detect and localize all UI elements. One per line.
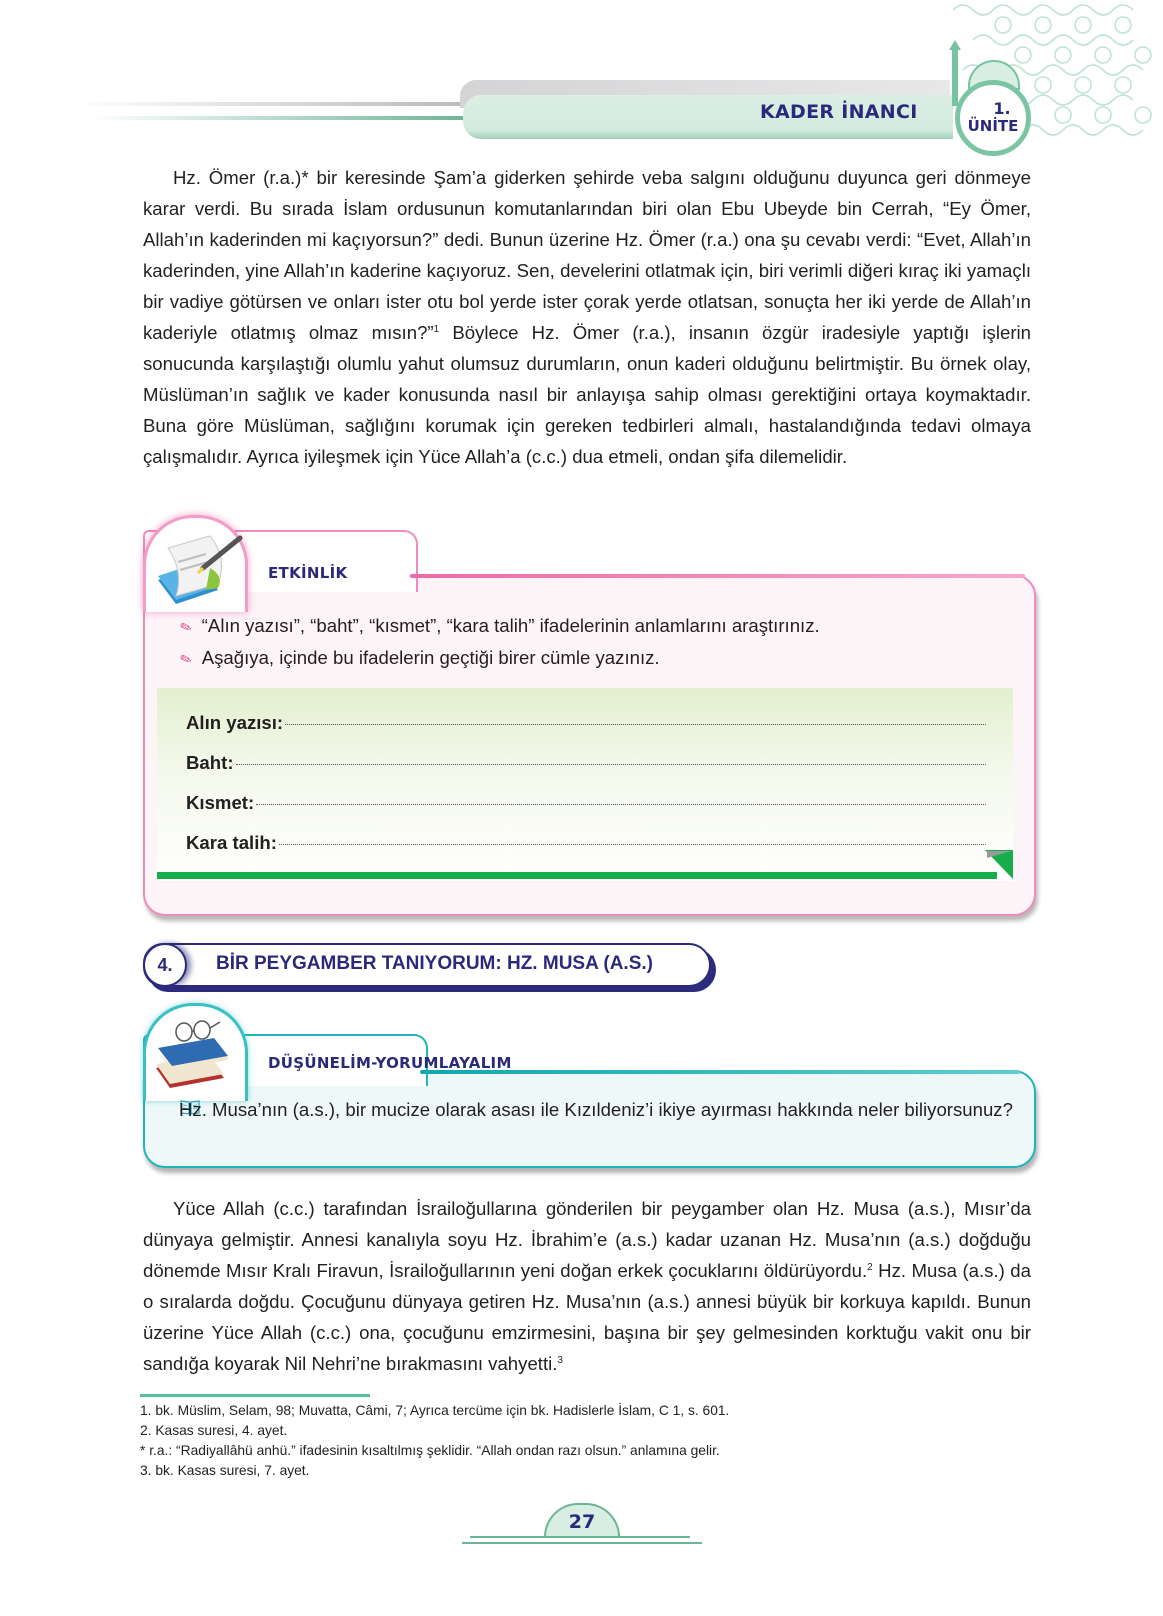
paragraph-text: Yüce Allah (c.c.) tarafından İsrailoğullarına gönderilen bir peygamber olan Hz. Musa (a.s.), Mısır’da dünyaya gelmiştir. Annesi kanalıyla soyu Hz. İbrahim’e (a.s.) kadar uzanan Hz. Musa’nın (a.s.) doğduğu dönemde Mısır Kralı Firavun, İsrailoğullarının yeni doğan erkek çocuklarını öldürüyordu. (143, 1198, 1031, 1281)
header-decor-line (90, 116, 470, 120)
field-label: Kara talih: (186, 832, 277, 853)
dusunelim-title: DÜŞÜNELİM-YORUMLAYALIM (268, 1054, 512, 1072)
etkinlik-tab-line (410, 574, 1025, 578)
footer-line (470, 1536, 690, 1538)
dusunelim-question: Hz. Musa’nın (a.s.), bir mucize olarak asası ile Kızıldeniz’i ikiye ayırması hakkında neler biliyorsunuz? (179, 1099, 1013, 1120)
unit-number: 1. (993, 99, 1011, 118)
footnote-item: 1. bk. Müslim, Selam, 98; Muvatta, Câmi, 7; Ayrıca tercüme için bk. Hadislerle İslam, C 1, s. 601. (140, 1403, 730, 1418)
pencil-bullet-icon: ✎ (177, 649, 195, 669)
footnote-item: 2. Kasas suresi, 4. ayet. (140, 1423, 288, 1438)
footnote-divider (140, 1394, 370, 1397)
section-title: BİR PEYGAMBER TANIYORUM: HZ. MUSA (A.S.) (216, 953, 653, 974)
dotted-answer-line[interactable] (279, 844, 986, 845)
etkinlik-title: ETKİNLİK (268, 564, 348, 582)
field-label: Baht: (186, 752, 234, 773)
intro-paragraph (143, 162, 1031, 472)
pencil-bullet-icon: ✎ (177, 617, 195, 637)
footnote-item: * r.a.: “Radiyallâhü anhü.” ifadesinin kısaltılmış şeklidir. “Allah ondan razı olsun.” anlamına gelir. (140, 1443, 720, 1458)
green-bottom-bar (157, 872, 997, 879)
etkinlik-icon-frame (143, 515, 248, 612)
field-label: Kısmet: (186, 792, 255, 813)
paragraph-text: Hz. Ömer (r.a.)* bir keresinde Şam’a giderken şehirde veba salgını olduğunu duyunca geri dönmeye karar verdi. Bu sırada İslam ordusunun komutanlarından biri olan Ebu Ubeyde bin Cerrah, “Ey Ömer, Allah’ın kaderinden mi kaçıyorsun?” dedi. Bunun üzerine Hz. Ömer (r.a.) ona şu cevabı verdi: “Evet, Allah’ın kaderinden, yine Allah’ın kaderine kaçıyoruz. Sen, develerini otlatmak için, biri verimli diğeri kıraç iki yamaçlı bir vadiye götürsen ve onları ister otu bol yerde ister çorak yerde otlatsan, sonuçta her iki yerde de Allah’ın kaderiyle otlatmış olmaz mısın?” (143, 167, 1031, 343)
bullet-text: “Alın yazısı”, “baht”, “kısmet”, “kara talih” ifadelerinin anlamlarını araştırınız. (201, 615, 820, 636)
minaret-icon (952, 44, 958, 106)
dotted-answer-line[interactable] (256, 804, 986, 805)
stacked-books-glasses-icon (148, 1018, 248, 1098)
musa-paragraph (143, 1193, 1031, 1379)
unit-title: KADER İNANCI (760, 101, 918, 123)
paragraph-text: Hz. Musa (a.s.) da o sıralarda doğdu. Çocuğunu dünyaya getiren Hz. Musa’nın (a.s.) annesi büyük bir korkuya kapıldı. Bunun üzerine Yüce Allah (c.c.) ona, çocuğunu emzirmesini, başına bir şey gelmesinden korktuğu vakit onu bir sandığa koyarak Nil Nehri’ne bırakmasını vahyetti. (143, 1260, 1031, 1374)
field-label: Alın yazısı: (186, 712, 284, 733)
dotted-answer-line[interactable] (285, 724, 986, 725)
footnote-item: 3. bk. Kasas suresi, 7. ayet. (140, 1463, 310, 1478)
footer-line (462, 1542, 702, 1544)
dusunelim-icon-frame (143, 1003, 248, 1101)
bullet-text: Aşağıya, içinde bu ifadelerin geçtiği birer cümle yazınız. (201, 647, 660, 668)
book-and-pen-icon (148, 528, 248, 608)
footnote-ref[interactable]: 1 (433, 323, 440, 335)
footnote-ref[interactable]: 2 (867, 1261, 873, 1273)
header-decor-line (75, 102, 465, 106)
corner-fold-shadow (987, 851, 1011, 858)
dotted-answer-line[interactable] (236, 764, 986, 765)
page-number: 27 (568, 1511, 596, 1533)
fill-in-row-baht[interactable] (186, 752, 986, 774)
unit-badge (955, 80, 1031, 156)
etkinlik-bullet (177, 646, 660, 671)
fill-in-row-kara-talih[interactable] (186, 832, 986, 854)
fill-in-row-kismet[interactable] (186, 792, 986, 814)
footnotes (140, 1401, 729, 1481)
etkinlik-bullet (177, 614, 820, 639)
paragraph-text: Böylece Hz. Ömer (r.a.), insanın özgür iradesiyle yaptığı işlerin sonucunda karşılaştığı olumlu yahut olumsuz durumların, onun kaderi olduğunu belirtmiştir. Bu örnek olay, Müslüman’ın sağlık ve kader konusunda nasıl bir anlayışa sahip olması gerektiğini ortaya koymaktadır. Buna göre Müslüman, sağlığını korumak için gereken tedbirleri almalı, hastalandığında tedavi olmaya çalışmalıdır. Ayrıca iyileşmek için Yüce Allah’a (c.c.) dua etmeli, ondan şifa dilemelidir. (143, 322, 1031, 467)
footnote-ref[interactable]: 3 (557, 1354, 563, 1366)
unit-label: ÜNİTE (967, 117, 1019, 135)
fill-in-row-alin-yazisi[interactable] (186, 712, 986, 734)
section-number: 4. (143, 943, 187, 987)
